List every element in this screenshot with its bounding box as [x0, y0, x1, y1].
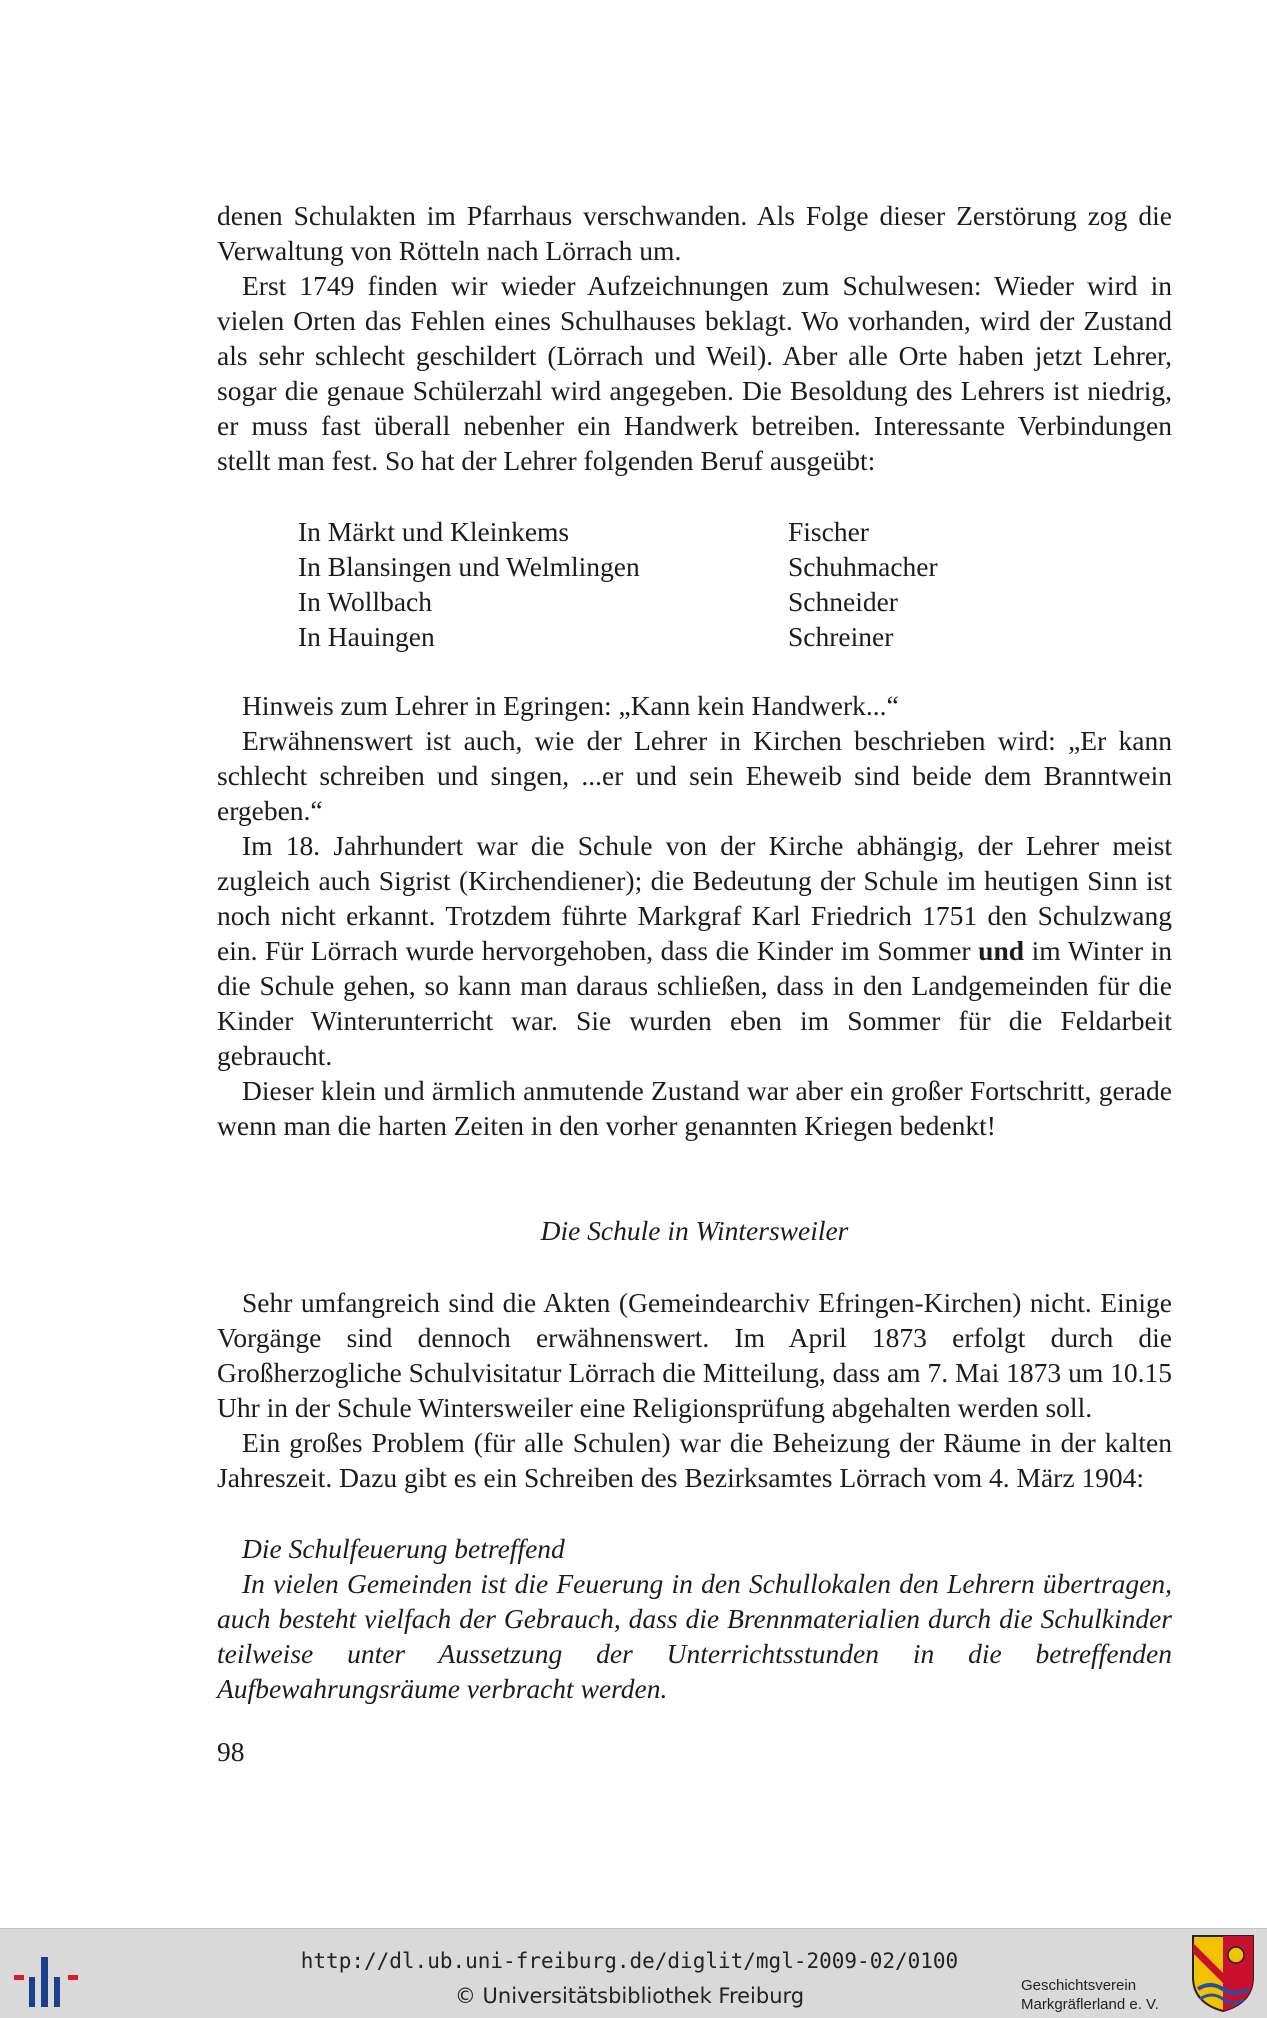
text-run: Im 18. Jahrhundert war die Schule von der Kirche abhängig, der Lehrer meist zugleich auch Sigrist (Kirchendiener); die Bedeutung der Schule im heutigen Sinn ist noch nicht erkannt. Trotzdem führte Markgraf Karl Friedrich 1751 den Schulzwang ein. Für Lörrach wurde hervorgehoben, dass die Kinder im Sommer	[217, 830, 1172, 966]
teacher-trade-table	[217, 514, 1172, 654]
table-row	[217, 619, 1172, 654]
association-name	[1021, 1976, 1159, 2014]
trade-cell: Fischer	[788, 516, 869, 547]
table-row	[217, 549, 1172, 584]
trade-cell: Schuhmacher	[788, 551, 938, 582]
table-row	[217, 584, 1172, 619]
emphasis-und: und	[978, 935, 1025, 966]
association-line-2: Markgräflerland e. V.	[1021, 1996, 1159, 2013]
place-cell: In Hauingen	[298, 621, 435, 652]
paragraph-fortschritt: Dieser klein und ärmlich anmutende Zustand war aber ein großer Fortschritt, gerade wenn man die harten Zeiten in den vorher genannten Kriegen bedenkt!	[217, 1075, 1172, 1141]
paragraph-intro: denen Schulakten im Pfarrhaus verschwanden. Als Folge dieser Zerstörung zog die Verwaltung von Rötteln nach Lörrach um.	[217, 200, 1172, 266]
paragraph-akten: Sehr umfangreich sind die Akten (Gemeindearchiv Efringen-Kirchen) nicht. Einige Vorgänge sind dennoch erwähnenswert. Im April 1873 erfolgt durch die Großherzogliche Schulvisitatur Lörrach die Mitteilung, dass am 7. Mai 1873 um 10.15 Uhr in der Schule Wintersweiler eine Religionsprüfung abgehalten werden soll.	[217, 1287, 1172, 1423]
trade-cell: Schreiner	[788, 621, 894, 652]
page-body	[217, 198, 1172, 1706]
association-line-1: Geschichtsverein	[1021, 1977, 1137, 1994]
text-run: im Winter in die Schule gehen, so kann man daraus schließen, dass in den Landgemeinden für die Kinder Winterunterricht war. Sie wurden eben im Sommer für die Feldarbeit gebraucht.	[217, 935, 1172, 1071]
coat-of-arms-icon	[1190, 1933, 1256, 2013]
paragraph-18-jahrhundert	[217, 828, 1172, 1073]
section-heading: Die Schule in Wintersweiler	[540, 1215, 849, 1246]
quoted-letter	[217, 1531, 1172, 1706]
table-row	[217, 514, 1172, 549]
paragraph-beheizung: Ein großes Problem (für alle Schulen) war die Beheizung der Räume in der kalten Jahreszeit. Dazu gibt es ein Schreiben des Bezirksamtes Lörrach vom 4. März 1904:	[217, 1427, 1172, 1493]
paragraph-1749: Erst 1749 finden wir wieder Aufzeichnungen zum Schulwesen: Wieder wird in vielen Orten das Fehlen eines Schulhauses beklagt. Wo vorhanden, wird der Zustand als sehr schlecht geschildert (Lörrach und Weil). Aber alle Orte haben jetzt Lehrer, sogar die genaue Schülerzahl wird angegeben. Die Besoldung des Lehrers ist niedrig, er muss fast überall nebenher ein Handwerk betreiben. Interessante Verbindungen stellt man fest. So hat der Lehrer folgenden Beruf ausgeübt:	[217, 270, 1172, 476]
paragraph-egringen: Hinweis zum Lehrer in Egringen: „Kann kein Handwerk...“	[242, 690, 899, 721]
place-cell: In Märkt und Kleinkems	[298, 516, 570, 547]
page-number: 98	[217, 1736, 245, 1767]
place-cell: In Wollbach	[298, 586, 432, 617]
paragraph-kirchen: Erwähnenswert ist auch, wie der Lehrer in Kirchen beschrieben wird: „Er kann schlecht schreiben und singen, ...er und sein Eheweib sind beide dem Branntwein ergeben.“	[217, 725, 1172, 826]
place-cell: In Blansingen und Welmlingen	[298, 551, 640, 582]
quote-title: Die Schulfeuerung betreffend	[242, 1533, 565, 1564]
permalink-url[interactable]: http://dl.ub.uni-freiburg.de/diglit/mgl-2009-02/0100	[300, 1949, 959, 1973]
viewer-footer	[0, 1928, 1267, 2018]
trade-cell: Schneider	[788, 586, 898, 617]
quote-body: In vielen Gemeinden ist die Feuerung in den Schullokalen den Lehrern übertragen, auch besteht vielfach der Gebrauch, dass die Brennmaterialien durch die Schulkinder teilweise unter Aussetzung der Unterrichtsstunden in die betreffenden Aufbewahrungsräume verbracht werden.	[217, 1568, 1172, 1704]
copyright-notice: © Universitätsbibliothek Freiburg	[454, 1984, 805, 2008]
